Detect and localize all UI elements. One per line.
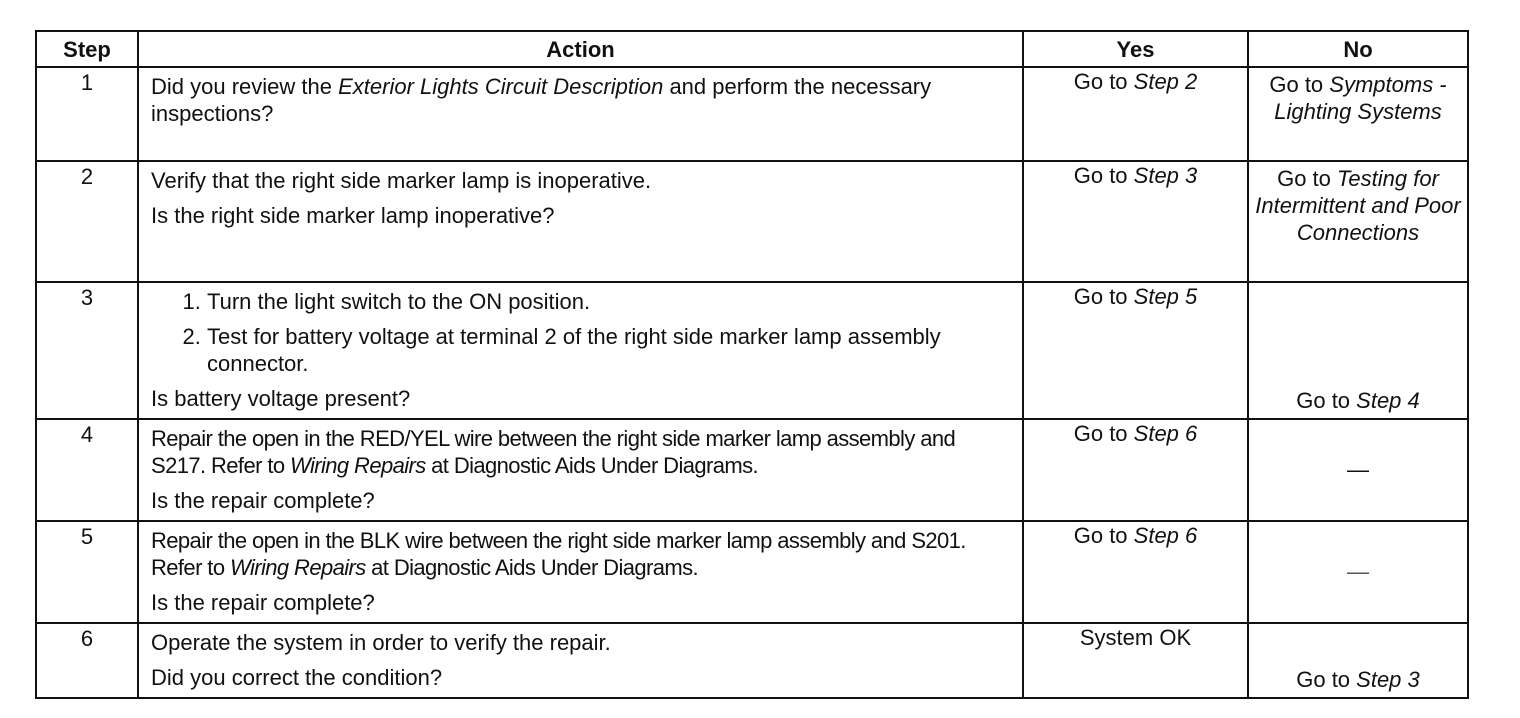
no-cell xyxy=(1248,521,1468,623)
action-question: Is battery voltage present? xyxy=(151,386,411,411)
yes-cell: Go to Step 5 xyxy=(1023,282,1248,419)
no-link[interactable]: Testing for Intermittent and Poor Connections xyxy=(1255,166,1461,245)
step-number: 6 xyxy=(36,623,138,698)
yes-link[interactable]: Step 2 xyxy=(1133,69,1198,94)
action-text: Did you review the Exterior Lights Circuit Description and perform the necessary inspections? xyxy=(151,74,932,126)
action-cell xyxy=(138,67,1023,161)
action-question: Is the repair complete? xyxy=(151,488,375,513)
yes-cell xyxy=(1023,623,1248,698)
no-link[interactable]: Symptoms - Lighting Systems xyxy=(1274,72,1447,124)
list-item: 1. Turn the light switch to the ON position. xyxy=(207,288,1012,315)
action-cell xyxy=(138,282,1023,419)
header-row xyxy=(36,31,1468,67)
table-row xyxy=(36,282,1468,419)
no-action-dash: — xyxy=(1347,559,1369,584)
yes-cell: Go to Step 6 xyxy=(1023,419,1248,521)
yes-result: System OK xyxy=(1079,625,1192,650)
yes-cell: Go to Step 2 xyxy=(1023,67,1248,161)
no-action-dash: — xyxy=(1347,457,1369,482)
no-link[interactable]: Step 4 xyxy=(1356,388,1420,413)
table-row xyxy=(36,419,1468,521)
no-cell: Go to Testing for Intermittent and Poor Connections xyxy=(1248,161,1468,282)
step-number: 5 xyxy=(36,521,138,623)
yes-cell: Go to Step 6 xyxy=(1023,521,1248,623)
header-no: No xyxy=(1248,31,1468,67)
no-cell: Go to Step 3 xyxy=(1248,623,1468,698)
yes-link[interactable]: Step 5 xyxy=(1133,284,1198,309)
step-number: 1 xyxy=(36,67,138,161)
action-text: Operate the system in order to verify the repair. xyxy=(151,630,611,655)
wiring-repairs-ref: Wiring Repairs xyxy=(289,453,426,478)
step-number: 2 xyxy=(36,161,138,282)
header-yes: Yes xyxy=(1023,31,1248,67)
table-row xyxy=(36,67,1468,161)
yes-link[interactable]: Step 6 xyxy=(1133,421,1198,446)
action-cell xyxy=(138,623,1023,698)
action-text: Verify that the right side marker lamp is inoperative. xyxy=(151,168,652,193)
no-cell: Go to Step 4 xyxy=(1248,282,1468,419)
circuit-description-ref: Exterior Lights Circuit Description xyxy=(338,74,664,99)
step-number: 4 xyxy=(36,419,138,521)
table-row xyxy=(36,161,1468,282)
action-question: Is the right side marker lamp inoperative? xyxy=(151,203,555,228)
table-row xyxy=(36,521,1468,623)
action-text: Repair the open in the BLK wire between the right side marker lamp assembly and S201. Refer to Wiring Repairs at Diagnostic Aids Under Diagrams. xyxy=(151,528,966,580)
yes-cell: Go to Step 3 xyxy=(1023,161,1248,282)
action-cell xyxy=(138,521,1023,623)
header-action: Action xyxy=(138,31,1023,67)
step-number: 3 xyxy=(36,282,138,419)
action-question: Did you correct the condition? xyxy=(151,665,443,690)
action-text: Repair the open in the RED/YEL wire between the right side marker lamp assembly and S217. Refer to Wiring Repairs at Diagnostic Aids Under Diagrams. xyxy=(151,426,956,478)
action-cell xyxy=(138,161,1023,282)
diagnostic-table xyxy=(35,30,1469,699)
no-cell xyxy=(1248,419,1468,521)
no-link[interactable]: Step 3 xyxy=(1356,667,1420,692)
procedure-list xyxy=(151,288,1012,377)
wiring-repairs-ref: Wiring Repairs xyxy=(229,555,366,580)
table-row xyxy=(36,623,1468,698)
header-step: Step xyxy=(36,31,138,67)
action-cell xyxy=(138,419,1023,521)
no-cell: Go to Symptoms - Lighting Systems xyxy=(1248,67,1468,161)
yes-link[interactable]: Step 3 xyxy=(1133,163,1198,188)
yes-link[interactable]: Step 6 xyxy=(1133,523,1198,548)
list-item: 2. Test for battery voltage at terminal 2 of the right side marker lamp assembly connector. xyxy=(207,323,1012,377)
action-question: Is the repair complete? xyxy=(151,590,375,615)
